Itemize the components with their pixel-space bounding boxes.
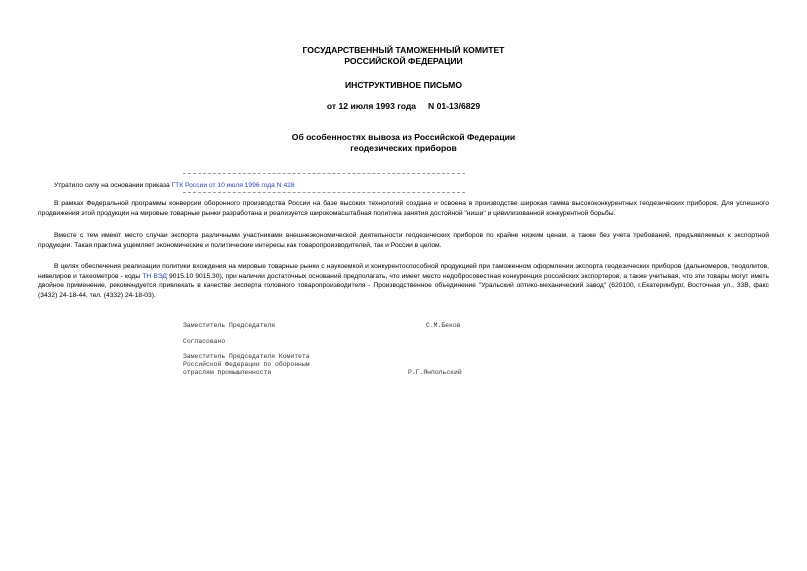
paragraph-3-text-b: 9015.10 9015.30), при наличии достаточных оснований предполагать, что имеет место недобросовестная конкуренция российских экспортеров, а также учитывая, что эти товары могут иметь двойное применение, рекомендуется привлекать в качестве эксперта головного товаропроизводителя - Производственное объединение "Уральский оптико-механический завод" (620100, г.Екатеринбург, Восточная ул., 33В, факс (3432) 24-18-44, тел. (4332) 24-18-03). bbox=[38, 272, 769, 299]
deputy-name: С.М.Беков bbox=[426, 322, 461, 329]
header-line-2: РОССИЙСКОЙ ФЕДЕРАЦИИ bbox=[344, 56, 463, 66]
document-date-number: от 12 июля 1993 года N 01-13/6829 bbox=[326, 101, 481, 111]
paragraph-2: Вместе с тем имеют место случаи экспорта различными участниками внешнеэкономической деятельности геодезических приборов по крайне низким ценам, а также без учета требований, предъявляемых к экспортной продукции. Такая практика ущемляет экономические и политические интересы как товаропроизводителей, так и России в целом. bbox=[38, 232, 769, 249]
agreed-label: Согласовано bbox=[183, 338, 226, 345]
paragraph-3 bbox=[38, 262, 769, 300]
divider-top bbox=[183, 173, 465, 174]
header-line-1: ГОСУДАРСТВЕННЫЙ ТАМОЖЕННЫЙ КОМИТЕТ bbox=[302, 45, 505, 55]
lost-force-notice bbox=[54, 181, 295, 190]
divider-bottom bbox=[183, 192, 465, 193]
committee-deputy-name: Р.Г.Янпольский bbox=[408, 369, 462, 376]
paragraph-1: В рамках Федеральной программы конверсии оборонного производства России на базе высоких технологий создана и освоена в производстве широкая гамма высококонкурентных геодезических приборов. Для успешного продвижения этой продукции на мировые товарные рынки разработана и реализуется широкомасштабная политика занятия достойной "ниши" и цивилизованной конкурентной борьбы. bbox=[38, 200, 769, 217]
committee-title-line-2: Российской Федерации по оборонным bbox=[183, 361, 310, 368]
deputy-title: Заместитель Председателя bbox=[183, 322, 276, 329]
committee-title-line-3: отраслям промышленности bbox=[183, 369, 272, 376]
committee-title-line-1: Заместитель Председателя Комитета bbox=[183, 353, 310, 360]
tn-ved-link[interactable]: ТН ВЭД bbox=[142, 272, 167, 280]
document-title-line-2: геодезических приборов bbox=[350, 143, 457, 153]
document-title-line-1: Об особенностях вывоза из Российской Федерации bbox=[291, 132, 516, 142]
lost-force-prefix: Утратило силу на основании приказа bbox=[54, 182, 172, 189]
paragraph-3-text-a: В целях обеспечения реализации политики вхождения на мировые товарные рынки с наукоемкой и конкурентоспособной продукцией при таможенном оформлении экспорта геодезических приборов (дальномеров, теодолитов, нивелиров и тахеометров - коды bbox=[38, 263, 769, 280]
document-type: ИНСТРУКТИВНОЕ ПИСЬМО bbox=[344, 80, 463, 90]
lost-force-link[interactable]: ГТК России от 10 июля 1996 года N 428 bbox=[171, 182, 295, 189]
